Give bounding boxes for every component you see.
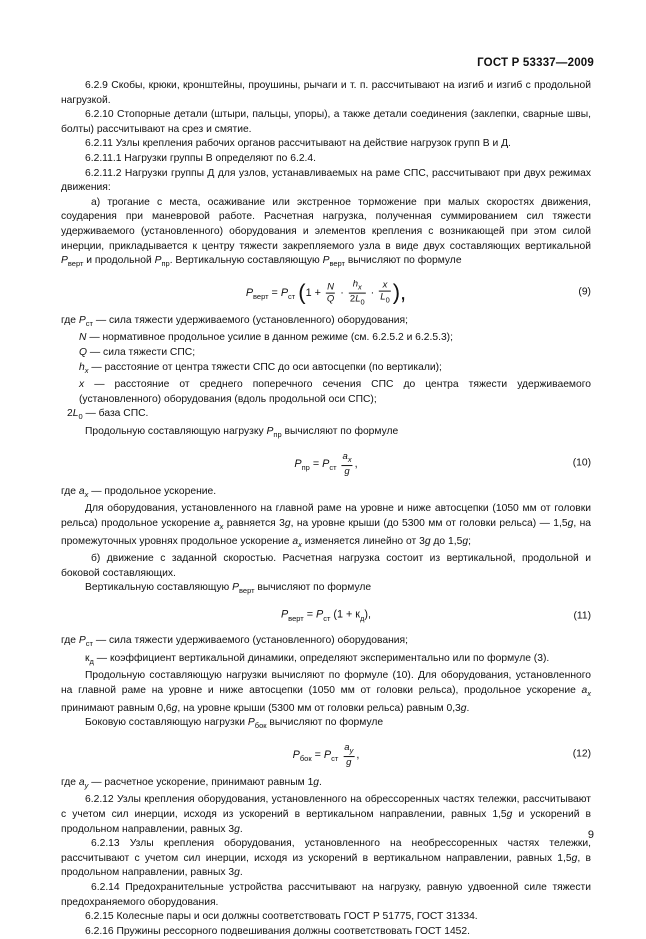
formula-12 (61, 736, 591, 774)
formula-9-expression: $P_{верт} = P_{ст}$ (1 + $\frac{N}{Q}$ · $\frac{h_x}{2L_0}$ · $\frac{x}{L_0}$ ), (245, 278, 407, 307)
formula-10-expression: $P_{пр} = P_{ст}$ $\frac{a_x}{g}$ , (294, 450, 358, 477)
page-number: 9 (587, 829, 594, 841)
para-6-2-14: 6.2.14 Предохранительные устройства рассчитывают на нагрузку, равную удвоенной силе тяжести предохраняемого оборудования. (61, 882, 591, 908)
formula-11-expression: $P_{верт} = P_{ст}$ $(1 + к_д)$, (280, 608, 372, 623)
standard-header: ГОСТ Р 53337—2009 (477, 57, 594, 69)
para-6-2-10: 6.2.10 Стопорные детали (штыри, пальцы, упоры), а также детали соединения (заклепки, сварные швы, болты) рассчитывают на срез и смятие. (61, 109, 591, 135)
where-12-a: где $a_y$ — расчетное ускорение, принимают равным 1g. (61, 776, 322, 790)
side-intro: Боковую составляющую нагрузки $P_{бок}$ вычисляют по формуле (85, 717, 384, 731)
formula-12-number: (12) (572, 748, 591, 760)
para-6-2-9: 6.2.9 Скобы, крюки, кронштейны, проушины, рычаги и т. п. рассчитывают на изгиб и изгиб с продольной нагрузкой. (61, 80, 591, 106)
formula-9 (61, 274, 591, 312)
para-6-2-12: 6.2.12 Узлы крепления оборудования, установленного на обрессоренных частях тележки, рассчитывают с учетом сил инерции, исходя из ускорений в вертикальном направлении, равных 1,5g и ускорений в продольном направлении, равных 3g. (61, 794, 591, 835)
where-9-P: где $P_{ст}$ — сила тяжести удерживаемого (установленного) оборудования; (61, 314, 408, 328)
vert-intro: Вертикальную составляющую $P_{верт}$ вычисляют по формуле (85, 582, 372, 596)
where-10-a: где $a_x$ — продольное ускорение. (61, 485, 217, 499)
para-6-2-16: 6.2.16 Пружины рессорного подвешивания должны соответствовать ГОСТ 1452. (85, 925, 470, 937)
where-9-Q: Q — сила тяжести СПС; (79, 347, 196, 358)
formula-11-number: (11) (573, 610, 591, 622)
para-6-2-11: 6.2.11 Узлы крепления рабочих органов рассчитывают на действие нагрузок групп В и Д. (85, 138, 511, 150)
where-11-k: $к_д$ — коэффициент вертикальной динамики, определяют экспериментально или по формуле (3). (85, 652, 550, 666)
where-11-P: где $P_{ст}$ — сила тяжести удерживаемого (установленного) оборудования; (61, 635, 408, 649)
formula-9-number: (9) (578, 286, 591, 298)
page-content (61, 79, 591, 939)
formula-11 (61, 601, 591, 632)
para-long-2: Продольную составляющую нагрузки вычисляют по формуле (10). Для оборудования, установленного на главной раме на уровне и ниже автосцепки (1050 мм от головки рельса), продольное ускорение $a_x$ принимают равным 0,6g, на уровне крыши (5300 мм от головки рельса) равным 0,3g. (61, 670, 591, 714)
para-6-2-15: 6.2.15 Колесные пары и оси должны соответствовать ГОСТ Р 51775, ГОСТ 31334. (85, 911, 478, 923)
para-6-2-13: 6.2.13 Узлы крепления оборудования, установленного на необрессоренных частях тележки, рассчитывают с учетом сил инерции, исходя из ускорений в вертикальном направлении, равных 1,5g, в продольном направлении, равных 3g. (61, 838, 591, 879)
para-mode-b: б) движение с заданной скоростью. Расчетная нагрузка состоит из вертикальной, продольной и боковой составляющих. (61, 553, 591, 579)
where-9-h: $h_x$ — расстояние от центра тяжести СПС до оси автосцепки (по вертикали); (79, 361, 442, 375)
formula-10-number: (10) (572, 457, 591, 469)
long-intro: Продольную составляющую нагрузку $P_{пр}$ вычисляют по формуле (85, 426, 399, 440)
para-6-2-11-2: 6.2.11.2 Нагрузки группы Д для узлов, устанавливаемых на раме СПС, рассчитывают при двух режимах движения: (61, 167, 591, 194)
para-6-2-11-1: 6.2.11.1 Нагрузки группы В определяют по 6.2.4. (85, 152, 316, 164)
where-9-L: $2L_0$ — база СПС. (67, 408, 149, 422)
where-9-x: x — расстояние от среднего поперечного сечения СПС до центра тяжести удерживаемого (установленного) оборудования (вдоль продольной оси СПС); (79, 379, 591, 405)
para-mode-a: а) трогание с места, осаживание или экстренное торможение при малых скоростях движения, соударения при маневровой работе. Расчетная нагрузка, полученная суммированием сил тяжести удерживаемого (установленного) оборудования и элементов крепления с возникающей при этом силой инерции, прикладывается к центру тяжести закрепляемого узла в виде двух составляющих вертикальной $P_{верт}$ и продольной $P_{пр}$. Вертикальную составляющую $P_{верт}$ вычисляют по формуле (61, 196, 591, 269)
para-accel: Для оборудования, установленного на главной раме на уровне и ниже автосцепки (1050 мм от головки рельса) продольное ускорение $a_x$ равняется 3g, на уровне крыши (до 5300 мм от головки рельса) — 1,5g, на промежуточных уровнях продольное ускорение $a_x$ изменяется линейно от 3g до 1,5g; (61, 503, 592, 549)
where-9-N: N — нормативное продольное усилие в данном режиме (см. 6.2.5.2 и 6.2.5.3); (79, 332, 453, 344)
formula-12-expression: $P_{бок} = P_{ст}$ $\frac{a_y}{g}$ , (292, 741, 360, 768)
formula-10 (61, 445, 591, 483)
